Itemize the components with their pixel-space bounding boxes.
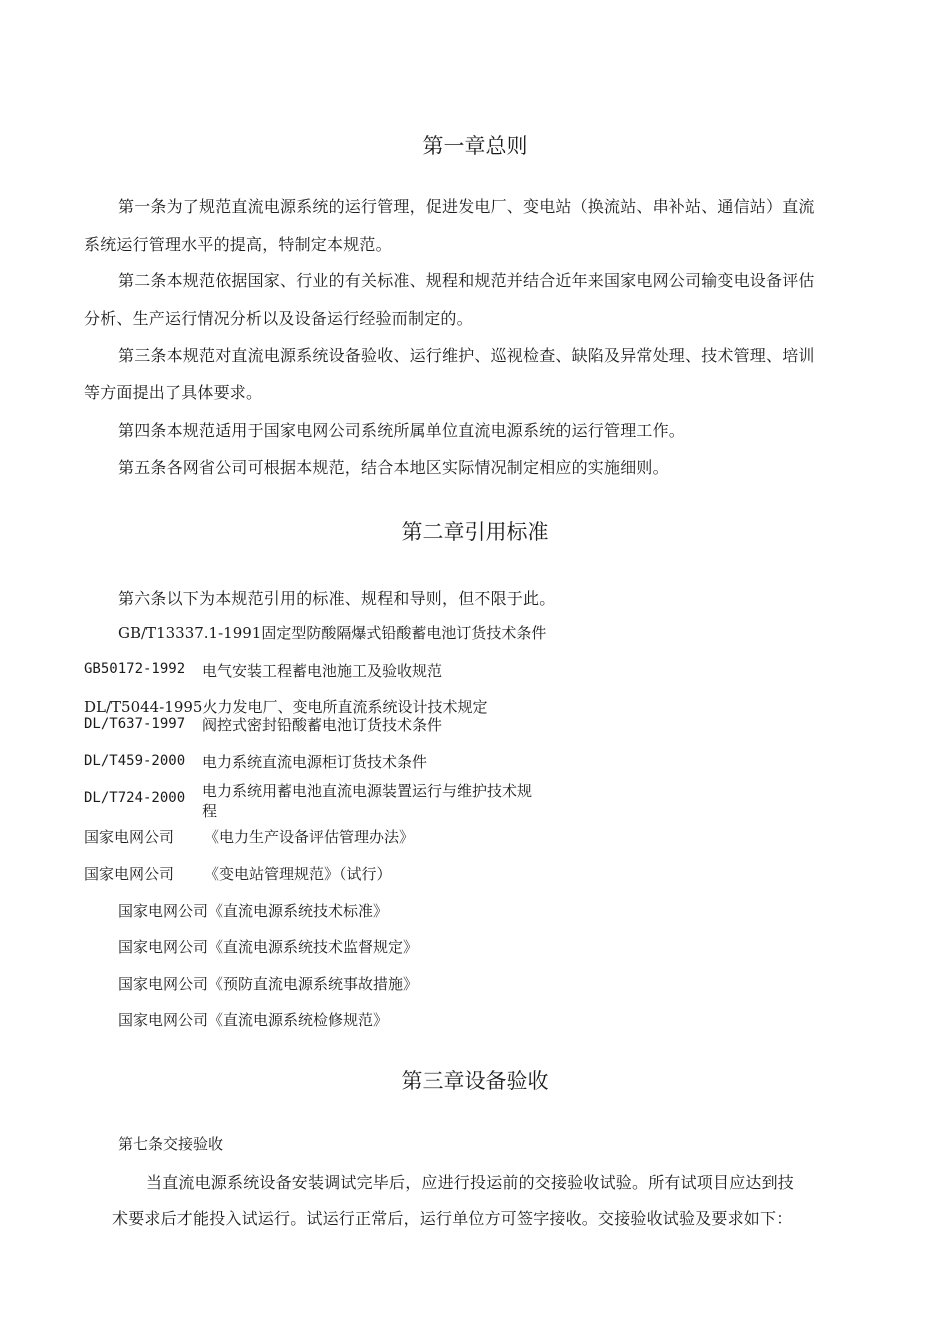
reference-code: GB50172-1992 xyxy=(84,661,186,677)
reference-item: 国家电网公司《直流电源系统检修规范》 xyxy=(118,1011,389,1029)
article-6: 第六条以下为本规范引用的标准、规程和导则，但不限于此。 xyxy=(118,589,556,608)
article-4: 第四条本规范适用于国家电网公司系统所属单位直流电源系统的运行管理工作。 xyxy=(118,421,686,440)
reference-item: 国家电网公司《直流电源系统技术标准》 xyxy=(118,902,389,920)
reference-title: 阀控式密封铅酸蓄电池订货技术条件 xyxy=(202,716,443,734)
reference-org: 国家电网公司 xyxy=(84,828,175,846)
article-1-line-2: 系统运行管理水平的提高，特制定本规范。 xyxy=(84,235,392,254)
article-2-line-2: 分析、生产运行情况分析以及设备运行经验而制定的。 xyxy=(84,309,473,328)
article-3-line-2: 等方面提出了具体要求。 xyxy=(84,383,263,402)
reference-code: DL/T459-2000 xyxy=(84,753,186,769)
chapter-1-title: 第一章总则 xyxy=(422,134,528,158)
reference-title: 《电力生产设备评估管理办法》 xyxy=(204,828,415,846)
article-7: 第七条交接验收 xyxy=(118,1135,224,1153)
article-5: 第五条各网省公司可根据本规范，结合本地区实际情况制定相应的实施细则。 xyxy=(118,458,669,477)
reference-item: 国家电网公司《直流电源系统技术监督规定》 xyxy=(118,938,419,956)
reference-title: 《变电站管理规范》（试行） xyxy=(204,865,392,883)
article-2-line-1: 第二条本规范依据国家、行业的有关标准、规程和规范并结合近年来国家电网公司输变电设备评估 xyxy=(118,271,815,290)
reference-code: DL/T637-1997 xyxy=(84,716,186,732)
reference-title-continued: 程 xyxy=(202,802,218,820)
paragraph-line-2: 术要求后才能投入试运行。试运行正常后，运行单位方可签字接收。交接验收试验及要求如下： xyxy=(112,1209,793,1228)
reference-org: 国家电网公司 xyxy=(84,865,175,883)
reference-item: GB/T13337.1-1991固定型防酸隔爆式铅酸蓄电池订货技术条件 xyxy=(118,624,547,642)
chapter-2-title: 第二章引用标准 xyxy=(401,520,549,544)
article-1-line-1: 第一条为了规范直流电源系统的运行管理，促进发电厂、变电站（换流站、串补站、通信站）直流 xyxy=(118,197,815,216)
reference-title: 电力系统用蓄电池直流电源装置运行与维护技术规 xyxy=(202,782,533,800)
article-3-line-1: 第三条本规范对直流电源系统设备验收、运行维护、巡视检查、缺陷及异常处理、技术管理、培训 xyxy=(118,346,815,365)
chapter-3-title: 第三章设备验收 xyxy=(401,1069,549,1093)
reference-code: DL/T724-2000 xyxy=(84,790,186,806)
reference-item: DL/T5044-1995火力发电厂、变电所直流系统设计技术规定 xyxy=(84,698,488,716)
reference-item: 国家电网公司《预防直流电源系统事故措施》 xyxy=(118,975,419,993)
reference-title: 电气安装工程蓄电池施工及验收规范 xyxy=(202,662,443,680)
reference-title: 电力系统直流电源柜订货技术条件 xyxy=(202,753,428,771)
paragraph-line-1: 当直流电源系统设备安装调试完毕后，应进行投运前的交接验收试验。所有试项目应达到技 xyxy=(146,1173,795,1192)
